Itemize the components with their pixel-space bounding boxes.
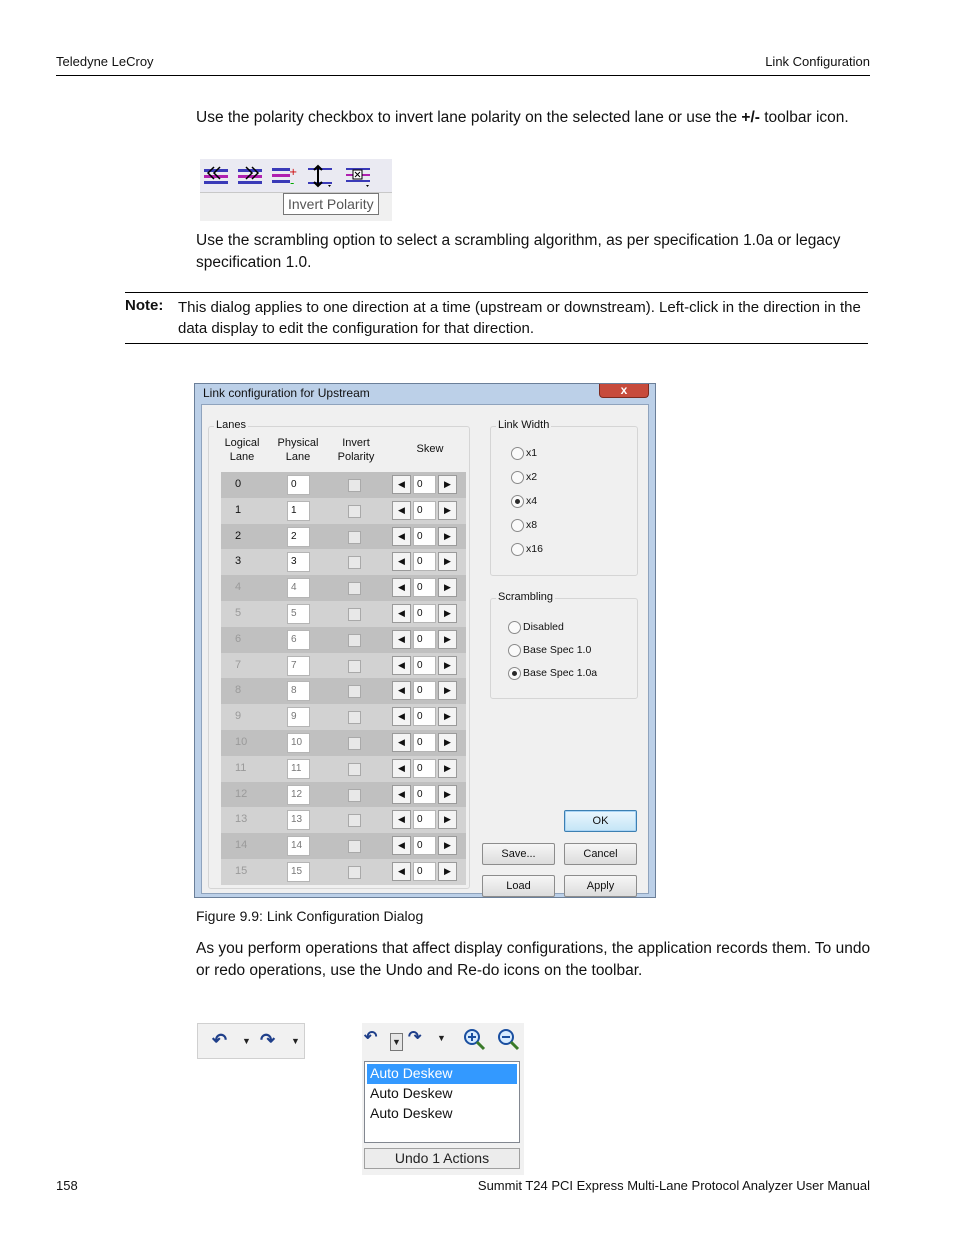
undo-icon-expanded[interactable]: ↶ <box>364 1029 378 1046</box>
invert-polarity-checkbox[interactable] <box>348 814 361 827</box>
undo-history-toolbar <box>362 1023 524 1175</box>
scrambling-label: Scrambling <box>498 591 554 603</box>
invert-polarity-checkbox[interactable] <box>348 634 361 647</box>
undo-dropdown-open-icon[interactable]: ▼ <box>390 1033 403 1051</box>
radio-x2[interactable] <box>511 471 524 484</box>
note-label: Note: <box>125 297 164 314</box>
ok-button[interactable]: OK <box>564 810 637 832</box>
invert-polarity-checkbox[interactable] <box>348 737 361 750</box>
physical-lane-input[interactable]: 10 <box>287 733 310 753</box>
link-width-label: Link Width <box>498 419 550 431</box>
skew-decrement-icon[interactable]: ◀ <box>392 810 411 829</box>
logical-lane-header: Logical Lane <box>224 437 260 463</box>
undo-history-item[interactable]: Auto Deskew <box>370 1105 453 1121</box>
lane-row <box>221 730 466 756</box>
invert-polarity-tooltip: Invert Polarity <box>283 193 379 215</box>
logical-lane-value: 5 <box>235 607 242 619</box>
svg-text:+: + <box>289 167 298 178</box>
radio-base-spec-1-0a[interactable] <box>508 667 521 680</box>
physical-lane-input[interactable]: 8 <box>287 681 310 701</box>
undo-redo-toolbar <box>197 1023 305 1059</box>
link-config-dialog <box>194 383 656 898</box>
svg-text:-: - <box>290 176 295 189</box>
invert-polarity-checkbox[interactable] <box>348 763 361 776</box>
radio-label: x4 <box>526 495 538 507</box>
logical-lane-value: 3 <box>235 555 242 568</box>
radio-label: x16 <box>526 543 543 555</box>
dialog-title: Link configuration for Upstream <box>203 386 370 400</box>
redo-icon[interactable]: ↷ <box>260 1030 276 1050</box>
radio-label: Base Spec 1.0 <box>523 644 592 656</box>
skew-decrement-icon[interactable]: ◀ <box>392 785 411 804</box>
skew-decrement-icon[interactable]: ◀ <box>392 630 411 649</box>
logical-lane-value: 14 <box>235 839 248 852</box>
lane-row <box>221 807 466 833</box>
lane-row <box>221 756 466 782</box>
lane-row <box>221 549 466 575</box>
cancel-button[interactable]: Cancel <box>564 843 637 865</box>
logical-lane-value: 7 <box>235 658 242 671</box>
footer-title: Summit T24 PCI Express Multi-Lane Protocol Analyzer User Manual <box>477 1178 870 1193</box>
skew-decrement-icon[interactable]: ◀ <box>392 656 411 675</box>
skew-decrement-icon[interactable]: ◀ <box>392 862 411 881</box>
lane-row <box>221 524 466 550</box>
lane-row <box>221 653 466 679</box>
skew-decrement-icon[interactable]: ◀ <box>392 527 411 546</box>
close-button[interactable]: x <box>599 384 649 398</box>
lanes-group-label: Lanes <box>216 419 246 431</box>
skew-input[interactable]: 0 <box>413 578 436 597</box>
invert-polarity-checkbox[interactable] <box>348 479 361 492</box>
invert-polarity-checkbox[interactable] <box>348 556 361 569</box>
skew-decrement-icon[interactable]: ◀ <box>392 552 411 571</box>
skew-input[interactable]: 0 <box>413 681 436 700</box>
physical-lane-input[interactable]: 11 <box>287 759 310 779</box>
invert-polarity-checkbox[interactable] <box>348 531 361 544</box>
radio-x16[interactable] <box>511 543 524 556</box>
note-top-rule <box>125 292 868 293</box>
invert-polarity-checkbox[interactable] <box>348 789 361 802</box>
skew-input[interactable]: 0 <box>413 552 436 571</box>
skew-decrement-icon[interactable]: ◀ <box>392 475 411 494</box>
skew-decrement-icon[interactable]: ◀ <box>392 681 411 700</box>
skew-input[interactable]: 0 <box>413 836 436 855</box>
save-button[interactable]: Save... <box>482 843 555 865</box>
lane-options-icon[interactable] <box>344 163 372 189</box>
redo-icon-expanded[interactable]: ↷ <box>408 1029 422 1046</box>
radio-label: x1 <box>526 447 538 459</box>
skew-input[interactable]: 0 <box>413 862 436 881</box>
logical-lane-value: 0 <box>235 478 242 490</box>
skew-input[interactable]: 0 <box>413 733 436 752</box>
invert-polarity-checkbox[interactable] <box>348 505 361 518</box>
lane-row <box>221 575 466 601</box>
skew-header: Skew <box>416 443 444 455</box>
skew-decrement-icon[interactable]: ◀ <box>392 733 411 752</box>
skew-increment-icon[interactable]: ▶ <box>438 552 457 571</box>
invert-polarity-checkbox[interactable] <box>348 582 361 595</box>
skew-decrement-icon[interactable]: ◀ <box>392 501 411 520</box>
lane-row <box>221 782 466 808</box>
logical-lane-value: 13 <box>235 813 248 826</box>
invert-polarity-checkbox[interactable] <box>348 866 361 879</box>
skew-increment-icon[interactable]: ▶ <box>438 527 457 546</box>
skew-input[interactable]: 0 <box>413 604 436 623</box>
physical-lane-input[interactable]: 7 <box>287 656 310 676</box>
skew-increment-icon[interactable]: ▶ <box>438 681 457 700</box>
lane-row <box>221 627 466 653</box>
lane-toolbar <box>200 159 392 221</box>
skew-increment-icon[interactable]: ▶ <box>438 785 457 804</box>
logical-lane-value: 2 <box>235 529 242 542</box>
skew-input[interactable]: 0 <box>413 707 436 726</box>
skew-decrement-icon[interactable]: ◀ <box>392 604 411 623</box>
lane-row <box>221 601 466 627</box>
physical-lane-input[interactable]: 1 <box>287 501 310 521</box>
skew-decrement-icon[interactable]: ◀ <box>392 578 411 597</box>
physical-lane-input[interactable]: 4 <box>287 578 310 598</box>
swap-lanes-icon[interactable] <box>306 163 334 189</box>
logical-lane-value: 1 <box>235 503 242 516</box>
invert-polarity-checkbox[interactable] <box>348 685 361 698</box>
skew-increment-icon[interactable]: ▶ <box>438 501 457 520</box>
radio-label: x8 <box>526 519 538 531</box>
physical-lane-input[interactable]: 15 <box>287 862 310 882</box>
skew-increment-icon[interactable]: ▶ <box>438 578 457 597</box>
skew-increment-icon[interactable]: ▶ <box>438 862 457 881</box>
radio-x8[interactable] <box>511 519 524 532</box>
physical-lane-input[interactable]: 12 <box>287 785 310 805</box>
logical-lane-value: 8 <box>235 684 242 697</box>
skew-input[interactable]: 0 <box>413 630 436 649</box>
redo-dropdown-icon[interactable]: ▼ <box>291 1036 300 1046</box>
header-right: Link Configuration <box>765 54 870 69</box>
undo-history-item[interactable]: Auto Deskew <box>370 1085 453 1101</box>
physical-lane-input[interactable]: 13 <box>287 810 310 830</box>
logical-lane-value: 6 <box>235 632 242 645</box>
logical-lane-value: 11 <box>235 761 247 774</box>
move-lanes-left-icon[interactable] <box>202 163 230 189</box>
apply-button[interactable]: Apply <box>564 875 637 897</box>
zoom-in-icon[interactable] <box>462 1027 486 1051</box>
undo-icon[interactable]: ↶ <box>212 1030 228 1050</box>
skew-input[interactable]: 0 <box>413 785 436 804</box>
figure-caption: Figure 9.9: Link Configuration Dialog <box>196 908 424 924</box>
logical-lane-value: 4 <box>235 581 242 594</box>
physical-lane-input[interactable]: 5 <box>287 604 310 624</box>
physical-lane-input[interactable]: 6 <box>287 630 310 650</box>
skew-decrement-icon[interactable]: ◀ <box>392 759 411 778</box>
invert-polarity-checkbox[interactable] <box>348 711 361 724</box>
header-left: Teledyne LeCroy <box>56 54 154 69</box>
header-divider <box>56 75 870 76</box>
skew-increment-icon[interactable]: ▶ <box>438 656 457 675</box>
lane-row <box>221 859 466 885</box>
physical-lane-header: Physical Lane <box>277 437 319 463</box>
note-bottom-rule <box>125 343 868 344</box>
physical-lane-input[interactable]: 2 <box>287 527 310 547</box>
skew-input[interactable]: 0 <box>413 527 436 546</box>
skew-increment-icon[interactable]: ▶ <box>438 810 457 829</box>
skew-increment-icon[interactable]: ▶ <box>438 475 457 494</box>
invert-polarity-header: Invert Polarity <box>337 437 375 463</box>
radio-label: x2 <box>526 471 538 483</box>
invert-polarity-icon[interactable] <box>270 163 298 189</box>
skew-decrement-icon[interactable]: ◀ <box>392 836 411 855</box>
page-number: 158 <box>56 1178 78 1193</box>
skew-input[interactable]: 0 <box>413 501 436 520</box>
logical-lane-value: 15 <box>235 865 248 877</box>
skew-increment-icon[interactable]: ▶ <box>438 759 457 778</box>
invert-polarity-checkbox[interactable] <box>348 660 361 673</box>
physical-lane-input[interactable]: 0 <box>287 475 310 495</box>
undo-history-list <box>364 1061 520 1143</box>
lane-row <box>221 498 466 524</box>
radio-label: Base Spec 1.0a <box>523 667 598 679</box>
undo-paragraph: As you perform operations that affect display configurations, the application records them. To undo or redo operations, use the Undo and Re-do icons on the toolbar. <box>196 940 871 979</box>
skew-decrement-icon[interactable]: ◀ <box>392 707 411 726</box>
logical-lane-value: 12 <box>235 787 248 800</box>
load-button[interactable]: Load <box>482 875 555 897</box>
skew-increment-icon[interactable]: ▶ <box>438 604 457 623</box>
polarity-text-end: toolbar icon. <box>759 109 849 126</box>
polarity-icon-ref: +/- <box>741 109 760 126</box>
lane-row <box>221 704 466 730</box>
redo-dropdown-expanded-icon[interactable]: ▼ <box>437 1033 446 1043</box>
radio-x1[interactable] <box>511 447 524 460</box>
radio-label: Disabled <box>523 621 564 633</box>
physical-lane-input[interactable]: 14 <box>287 836 310 856</box>
skew-increment-icon[interactable]: ▶ <box>438 707 457 726</box>
invert-polarity-checkbox[interactable] <box>348 608 361 621</box>
move-lanes-right-icon[interactable] <box>236 163 264 189</box>
lane-toolbar-strip <box>200 159 392 193</box>
zoom-out-icon[interactable] <box>496 1027 520 1051</box>
skew-input[interactable]: 0 <box>413 475 436 494</box>
skew-input[interactable]: 0 <box>413 759 436 778</box>
skew-increment-icon[interactable]: ▶ <box>438 630 457 649</box>
undo-history-item[interactable]: Auto Deskew <box>367 1064 517 1084</box>
undo-count-label: Undo 1 Actions <box>364 1148 520 1169</box>
physical-lane-input[interactable]: 3 <box>287 552 310 572</box>
physical-lane-input[interactable]: 9 <box>287 707 310 727</box>
skew-input[interactable]: 0 <box>413 810 436 829</box>
dialog-body <box>201 404 649 894</box>
radio-disabled[interactable] <box>508 621 521 634</box>
invert-polarity-checkbox[interactable] <box>348 840 361 853</box>
undo-dropdown-icon[interactable]: ▼ <box>242 1036 251 1046</box>
lane-row <box>221 678 466 704</box>
polarity-text: Use the polarity checkbox to invert lane polarity on the selected lane or use the <box>196 109 742 126</box>
polarity-paragraph <box>196 107 876 129</box>
skew-increment-icon[interactable]: ▶ <box>438 836 457 855</box>
scrambling-paragraph: Use the scrambling option to select a scrambling algorithm, as per specification 1.0a or legacy specification 1.0. <box>196 232 841 271</box>
lane-row <box>221 833 466 859</box>
radio-x4[interactable] <box>511 495 524 508</box>
logical-lane-value: 9 <box>235 710 242 723</box>
radio-base-spec-1-0[interactable] <box>508 644 521 657</box>
logical-lane-value: 10 <box>235 736 248 748</box>
skew-increment-icon[interactable]: ▶ <box>438 733 457 752</box>
lane-row <box>221 472 466 498</box>
note-text: This dialog applies to one direction at a time (upstream or downstream). Left-click in the direction in the data display to edit the configuration for that direction. <box>178 299 861 337</box>
skew-input[interactable]: 0 <box>413 656 436 675</box>
